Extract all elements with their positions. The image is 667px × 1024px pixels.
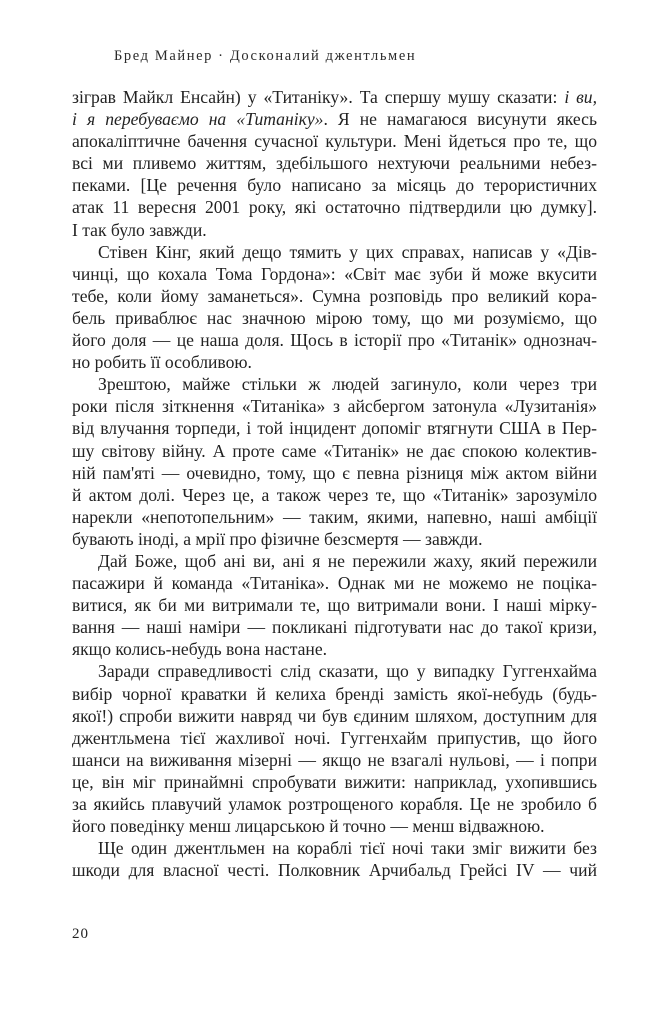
body-text	[72, 86, 597, 881]
text-segment: ній пам'яті — очевидно, тому, що є певна різниця між актом війни	[72, 462, 597, 483]
text-segment: якщо колись-небудь вона настане.	[72, 639, 328, 660]
text-segment: Стівен Кінг, який дещо тямить у цих справах, написав у «Дів-	[98, 241, 597, 262]
text-line	[72, 307, 597, 329]
text-segment: І так було завжди.	[72, 219, 207, 240]
text-segment: від влучання торпеди, і той інцидент допоміг втягнути США в Пер-	[72, 418, 597, 439]
text-line	[72, 572, 597, 594]
text-segment: Дай Боже, щоб ані ви, ані я не пережили жаху, який пережили	[98, 550, 597, 571]
text-segment: шанси на виживання мізерні — якщо не взагалі нульові, — і попри	[72, 749, 597, 770]
text-line	[72, 616, 597, 638]
text-segment: но робить її особливою.	[72, 352, 252, 373]
text-line	[72, 108, 597, 130]
text-line	[72, 196, 597, 218]
text-line	[72, 550, 597, 572]
text-segment: Ще один джентльмен на кораблі тієї ночі таки зміг вижити без	[98, 838, 597, 859]
text-line	[72, 837, 597, 859]
text-line	[72, 351, 597, 373]
text-segment: й актом долі. Через це, а також через те, що «Титанік» зарозуміло	[72, 484, 597, 505]
text-line	[72, 727, 597, 749]
text-line	[72, 152, 597, 174]
running-header: Бред Майнер · Досконалий джентльмен	[114, 48, 417, 64]
text-segment: тебе, коли йому заманеться». Сумна розповідь про великий кора-	[72, 285, 597, 306]
text-line	[72, 440, 597, 462]
text-line	[72, 329, 597, 351]
paragraph	[72, 837, 597, 881]
text-segment: . Я не намагаюся висунути якесь	[323, 109, 597, 130]
text-segment: нарекли «непотопельним» — таким, якими, напевно, наші амбіції	[72, 506, 597, 527]
text-segment: атак 11 вересня 2001 року, які остаточно підтвердили цю думку].	[72, 197, 597, 218]
text-line	[72, 285, 597, 307]
text-line	[72, 638, 597, 660]
text-line	[72, 130, 597, 152]
paragraph	[72, 373, 597, 550]
paragraph	[72, 660, 597, 837]
text-line	[72, 484, 597, 506]
text-line	[72, 417, 597, 439]
text-segment: пеками. [Це речення було написано за місяць до терористичних	[72, 175, 597, 196]
text-line	[72, 815, 597, 837]
text-segment: чинці, що кохала Тома Гордона»: «Світ має зуби й може вкусити	[72, 263, 597, 284]
text-segment: зіграв Майкл Енсайн) у «Титаніку». Та спершу мушу сказати:	[72, 87, 565, 107]
text-segment: витися, як би ми витримали те, що витримали вони. І наші мірку-	[72, 595, 597, 616]
paragraph	[72, 550, 597, 660]
text-segment: вання — наші наміри — покликані підготувати нас до такої кризи,	[72, 617, 597, 638]
page-number: 20	[72, 926, 89, 942]
italic-text: і я перебуваємо на «Титаніку»	[72, 109, 324, 130]
text-segment: шкоди для власної честі. Полковник Арчибальд Грейсі IV — чий	[72, 860, 597, 881]
text-segment: це, він міг принаймні спробувати вижити: наприклад, ухопившись	[72, 771, 597, 792]
text-line	[72, 683, 597, 705]
text-segment: Заради справедливості слід сказати, що у випадку Гуггенхайма	[98, 661, 597, 682]
text-line	[72, 528, 597, 550]
text-line	[72, 373, 597, 395]
text-line	[72, 793, 597, 815]
text-line	[72, 859, 597, 881]
text-segment: якої!) спроби вижити навряд чи був єдиним шляхом, доступним для	[72, 705, 597, 726]
text-line	[72, 263, 597, 285]
text-segment: бель приваблює нас значною мірою тому, що ми розуміємо, що	[72, 307, 597, 328]
text-line	[72, 219, 597, 241]
paragraph	[72, 86, 597, 241]
text-segment: пасажири й команда «Титаніка». Однак ми не можемо не поціка-	[72, 573, 597, 594]
text-segment: його доля — це наша доля. Щось в історії про «Титанік» однознач-	[72, 330, 597, 351]
text-line	[72, 660, 597, 682]
text-segment: апокаліптичне бачення сучасної культури. Мені йдеться про те, що	[72, 131, 597, 152]
text-line	[72, 174, 597, 196]
text-segment: роки після зіткнення «Титаніка» з айсбергом затонула «Лузитанія»	[72, 396, 597, 417]
text-line	[72, 241, 597, 263]
text-segment: всі ми пливемо життям, здебільшого нехтуючи реальними небез-	[72, 153, 597, 174]
text-line	[72, 395, 597, 417]
text-segment: за якийсь плавучий уламок розтрощеного корабля. Це не зробило б	[72, 794, 597, 814]
text-line	[72, 594, 597, 616]
text-line	[72, 86, 597, 108]
text-segment: вибір чорної краватки й келиха бренді замість якої-небудь (будь-	[72, 683, 597, 704]
text-line	[72, 705, 597, 727]
text-line	[72, 506, 597, 528]
text-segment: Зрештою, майже стільки ж людей загинуло, коли через три	[98, 374, 597, 395]
paragraph	[72, 241, 597, 374]
text-segment: бувають іноді, а мрії про фізичне безсмертя — завжди.	[72, 528, 483, 549]
text-line	[72, 749, 597, 771]
text-segment: його поведінку менш лицарською й точно — менш відважною.	[72, 816, 545, 837]
text-segment: шу світову війну. А проте саме «Титанік» не дає спокою колектив-	[72, 440, 597, 461]
text-line	[72, 462, 597, 484]
text-segment: джентльмена тієї жахливої ночі. Гуггенхайм припустив, що його	[72, 727, 597, 748]
italic-text: і ви,	[564, 87, 597, 107]
text-line	[72, 771, 597, 793]
